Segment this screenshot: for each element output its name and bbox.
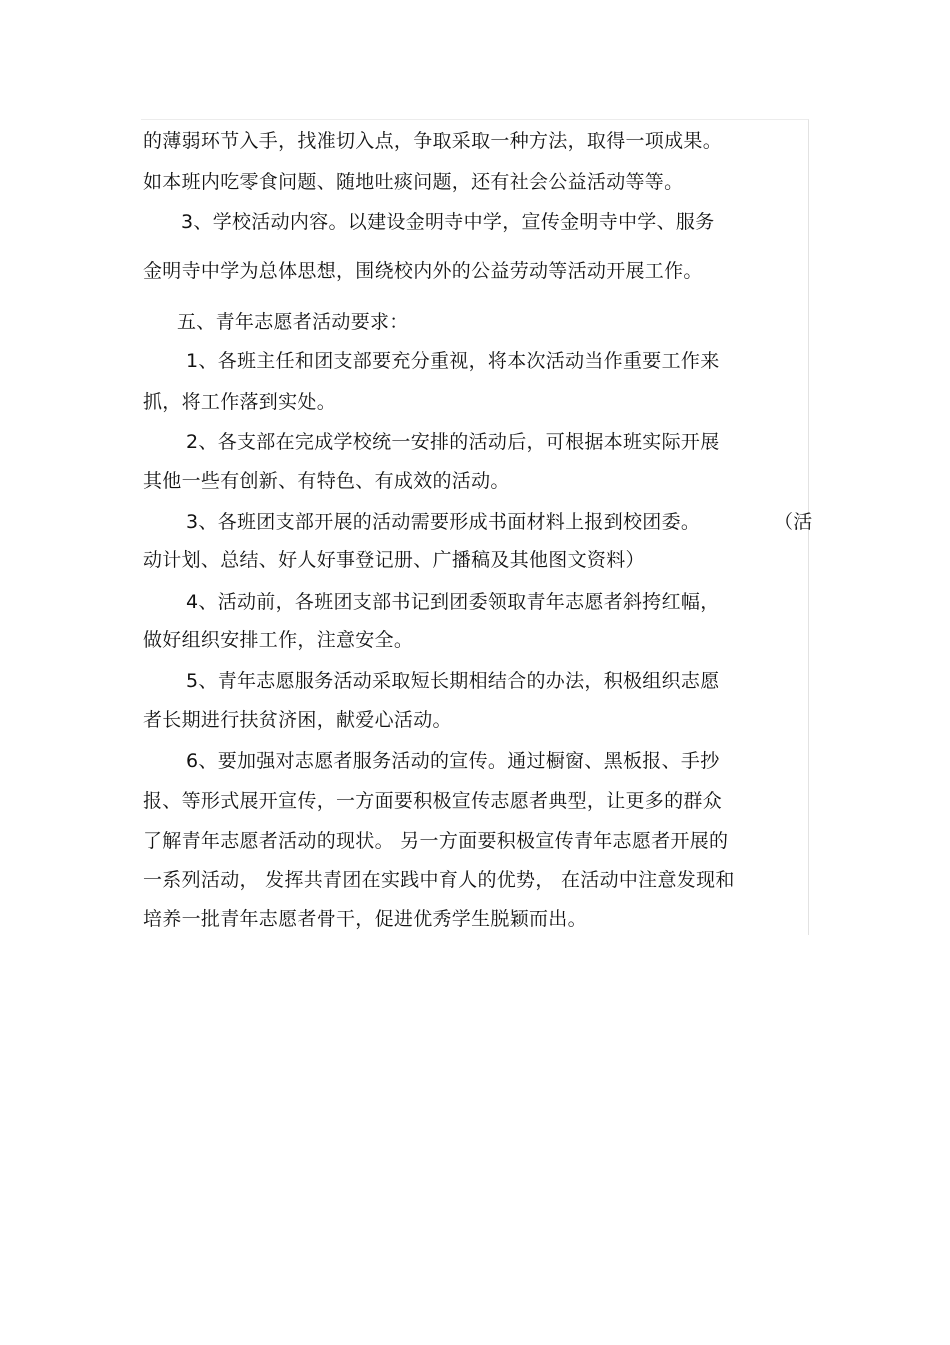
text-line: 金明寺中学为总体思想，围绕校内外的公益劳动等活动开展工作。 — [143, 260, 703, 282]
text-line: 报、等形式展开宣传，一方面要积极宣传志愿者典型，让更多的群众 — [143, 790, 723, 812]
text-line: 其他一些有创新、有特色、有成效的活动。 — [143, 470, 510, 492]
text-line: （活 — [774, 511, 813, 533]
text-line: 如本班内吃零食问题、随地吐痰问题，还有社会公益活动等等。 — [143, 171, 684, 193]
text-line: 做好组织安排工作，注意安全。 — [143, 629, 414, 651]
text-line: 4、活动前，各班团支部书记到团委领取青年志愿者斜挎红幅， — [186, 591, 720, 613]
text-line: 动计划、总结、好人好事登记册、广播稿及其他图文资料） — [143, 549, 645, 571]
text-line: 的薄弱环节入手，找准切入点，争取采取一种方法，取得一项成果。 — [143, 130, 723, 152]
text-line: 2、各支部在完成学校统一安排的活动后，可根据本班实际开展 — [186, 431, 720, 453]
text-line: 5、青年志愿服务活动采取短长期相结合的办法，积极组织志愿 — [186, 670, 720, 692]
text-line: 培养一批青年志愿者骨干，促进优秀学生脱颖而出。 — [143, 908, 587, 930]
text-line: 者长期进行扶贫济困，献爱心活动。 — [143, 709, 452, 731]
text-line: 抓，将工作落到实处。 — [143, 391, 337, 413]
text-line: 6、要加强对志愿者服务活动的宣传。通过橱窗、黑板报、手抄 — [186, 750, 720, 772]
text-line: 3、学校活动内容。以建设金明寺中学，宣传金明寺中学、服务 — [181, 211, 715, 233]
text-line: 1、各班主任和团支部要充分重视，将本次活动当作重要工作来 — [186, 350, 720, 372]
text-line: 一系列活动， 发挥共青团在实践中育人的优势， 在活动中注意发现和 — [143, 869, 735, 891]
text-line: 3、各班团支部开展的活动需要形成书面材料上报到校团委。 — [186, 511, 701, 533]
text-line: 了解青年志愿者活动的现状。 另一方面要积极宣传青年志愿者开展的 — [143, 830, 729, 852]
section-heading: 五、青年志愿者活动要求： — [177, 311, 409, 333]
